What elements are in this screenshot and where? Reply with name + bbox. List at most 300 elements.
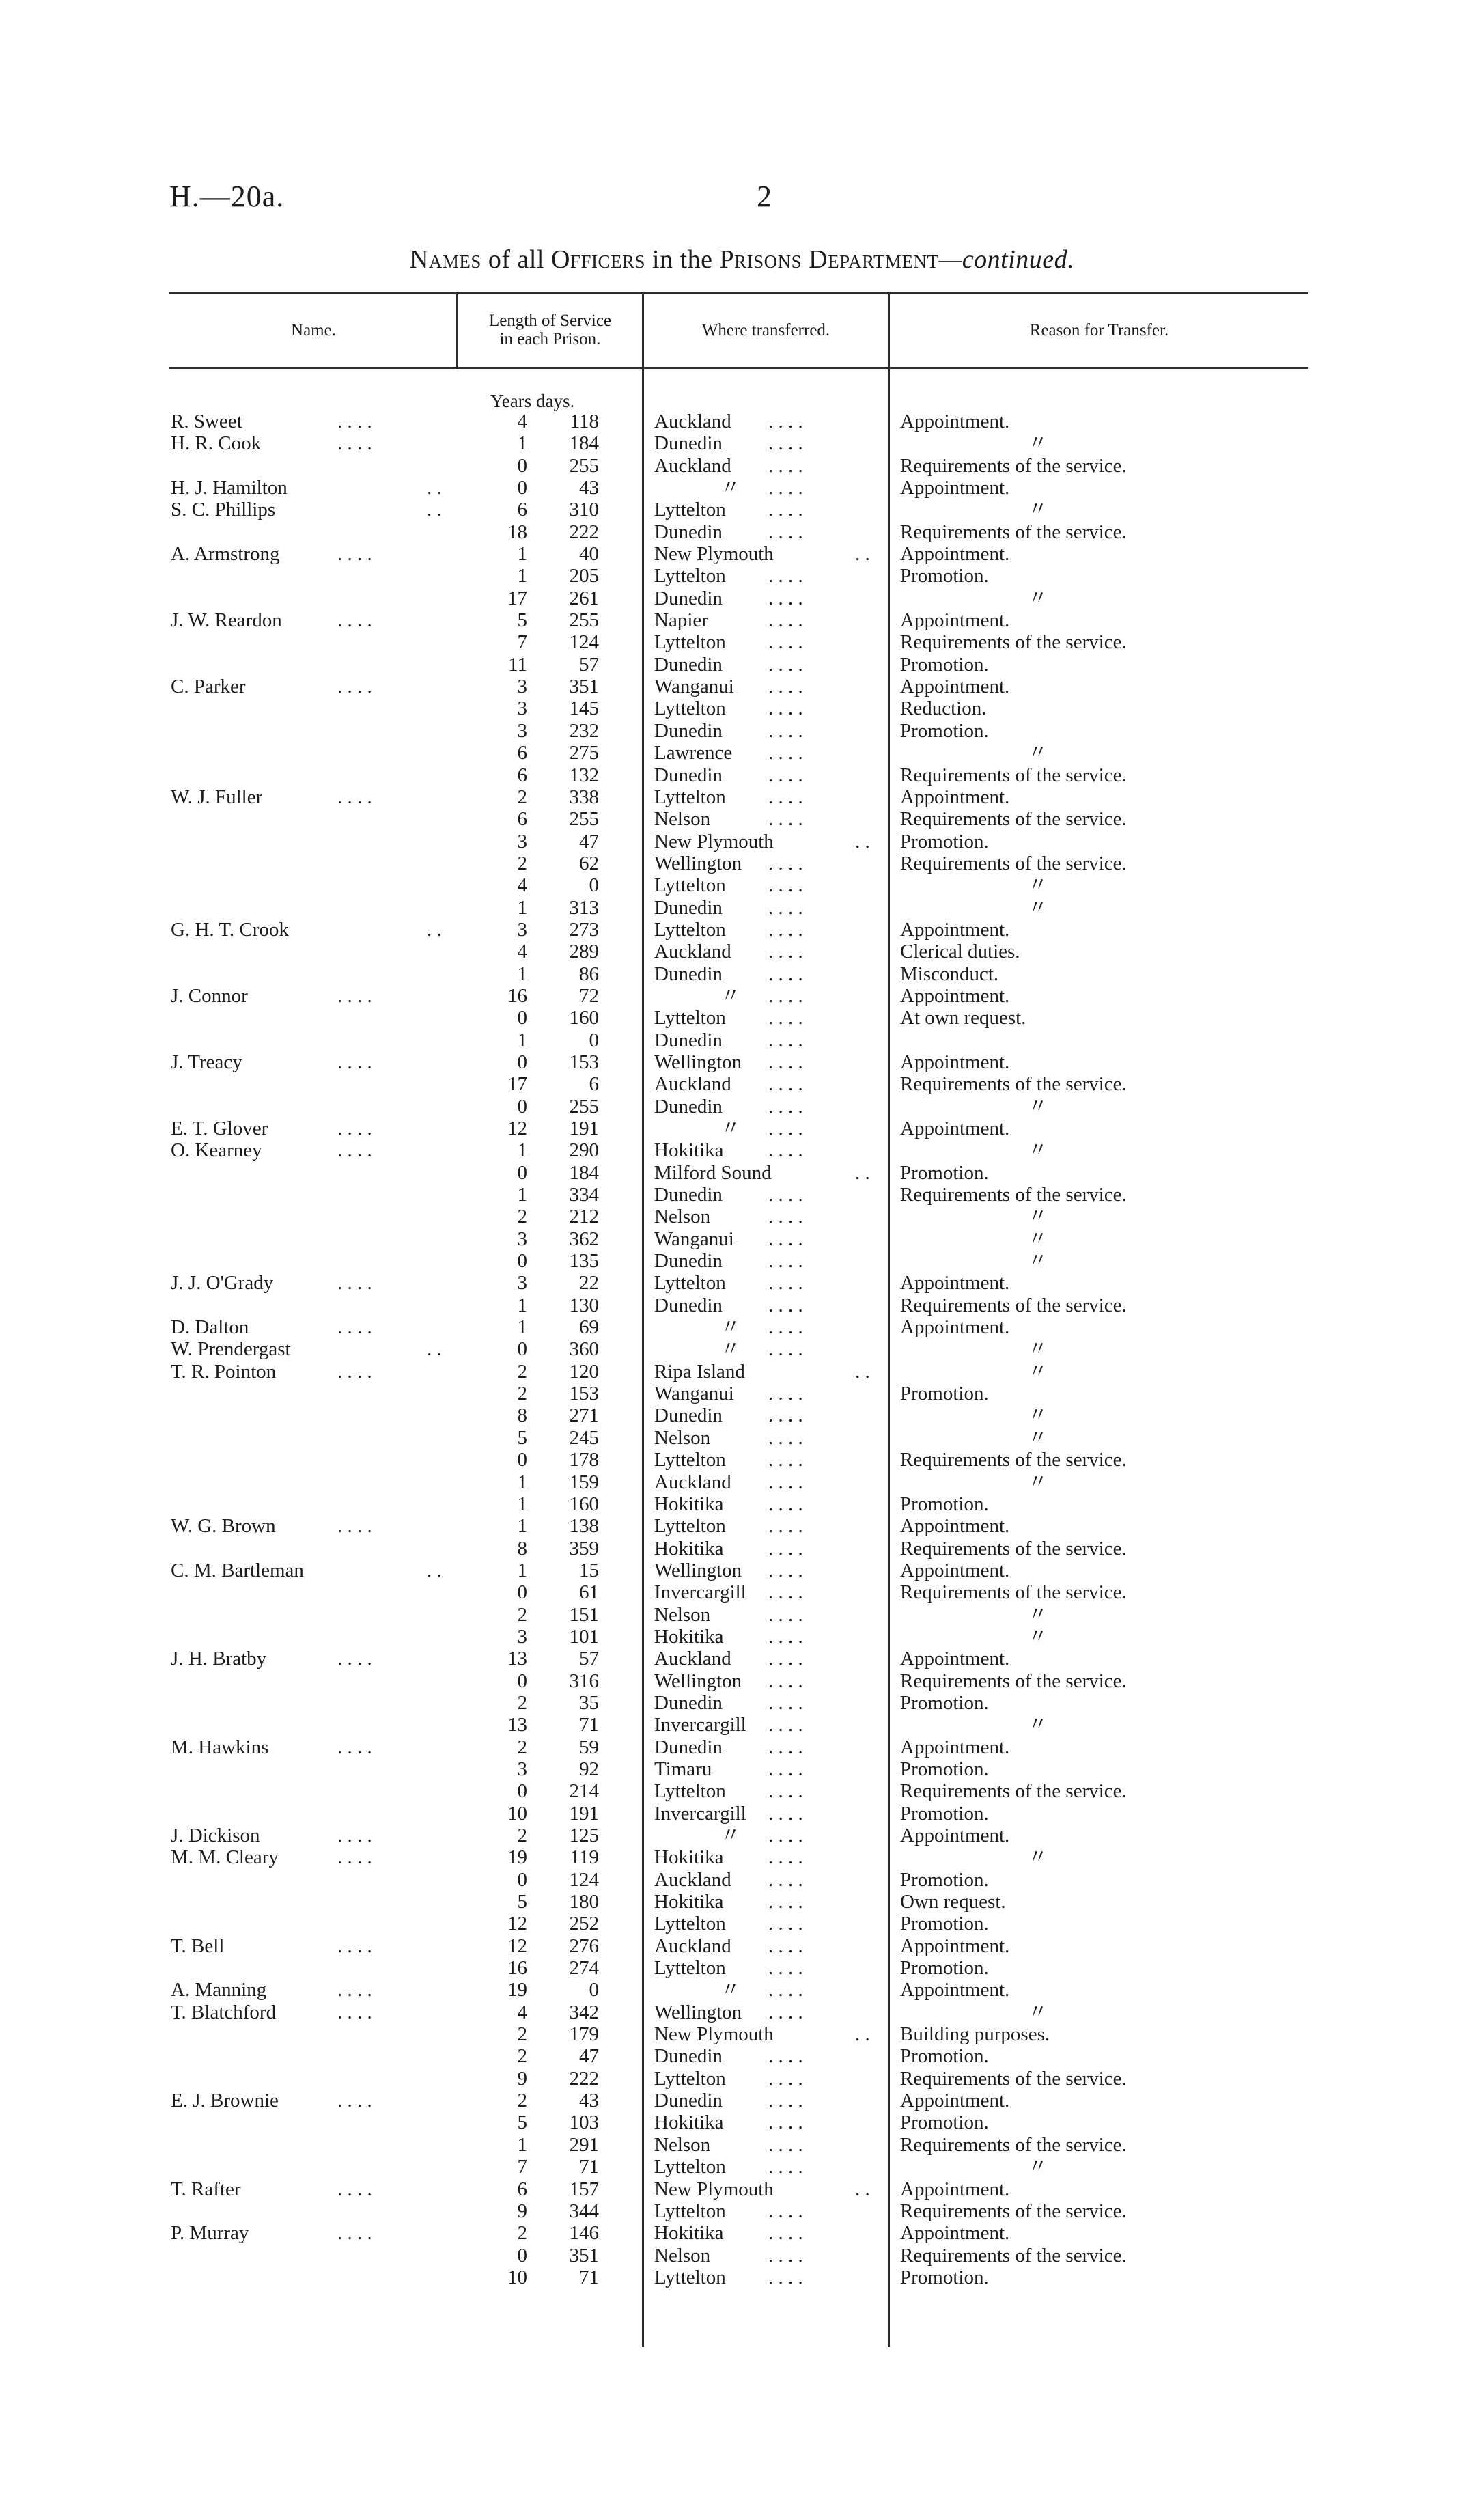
where-transferred: 〃 [720, 1316, 741, 1339]
where-transferred: Dunedin [654, 1294, 723, 1316]
transfer-reason: Requirements of the service. [900, 1184, 1127, 1206]
transfer-reason: Appointment. [900, 1736, 1010, 1758]
where-leader-dots: . . . . [768, 1825, 803, 1846]
table-row [0, 1471, 1484, 1493]
where-transferred: Lyttelton [654, 786, 726, 808]
table-row [0, 1404, 1484, 1426]
service-years: 1 [517, 1515, 527, 1538]
service-days: 130 [569, 1294, 599, 1316]
where-transferred: Nelson [654, 1426, 711, 1449]
where-transferred: Milford Sound [654, 1161, 772, 1184]
service-years: 1 [517, 432, 527, 455]
transfer-reason: Appointment. [900, 2222, 1010, 2245]
service-years: 1 [517, 1493, 527, 1515]
table-row [0, 1118, 1484, 1139]
where-leader-dots: . . . . [768, 1714, 803, 1736]
where-transferred: Timaru [654, 1758, 712, 1780]
where-transferred: Wellington [654, 1559, 742, 1581]
name-leader-dots: . . . . [337, 984, 372, 1007]
where-leader-dots: . . . . [768, 1383, 803, 1405]
transfer-reason: Appointment. [900, 676, 1010, 698]
where-transferred: Dunedin [654, 764, 723, 786]
where-leader-dots: . . . . [768, 477, 803, 499]
where-transferred: Hokitika [654, 1139, 724, 1162]
service-years: 3 [517, 676, 527, 698]
where-transferred: Nelson [654, 2244, 711, 2267]
service-years: 0 [517, 1161, 527, 1184]
service-years: 5 [517, 1426, 527, 1449]
service-years: 3 [517, 1228, 527, 1250]
years-days-subheader: Years days. [490, 391, 575, 411]
where-leader-dots: . . . . [768, 1537, 803, 1560]
service-days: 71 [579, 1714, 599, 1736]
title-of-all: of all [488, 245, 544, 274]
officer-name: E. J. Brownie [171, 2090, 279, 2112]
name-leader-dots: . . . . [337, 1316, 372, 1339]
where-transferred: Auckland [654, 1868, 731, 1891]
table-row [0, 1250, 1484, 1272]
transfer-reason: At own request. [900, 1007, 1026, 1029]
where-transferred: Ripa Island [654, 1360, 745, 1383]
service-years: 2 [517, 1736, 527, 1758]
where-leader-dots: . . . . [768, 1625, 803, 1648]
where-leader-dots: . . . . [768, 1471, 803, 1493]
name-leader-dots: . . . . [337, 1118, 372, 1139]
where-transferred: Wanganui [654, 676, 734, 698]
where-leader-dots: . . . . [768, 631, 803, 654]
where-leader-dots: . . [855, 2023, 870, 2046]
transfer-reason: Promotion. [900, 830, 989, 852]
where-leader-dots: . . . . [768, 2067, 803, 2090]
where-transferred: Lyttelton [654, 1780, 726, 1803]
service-years: 17 [507, 1073, 527, 1096]
service-years: 2 [517, 786, 527, 808]
service-days: 222 [569, 521, 599, 543]
where-transferred: Lyttelton [654, 499, 726, 521]
where-transferred: New Plymouth [654, 2178, 774, 2200]
where-transferred: Dunedin [654, 521, 723, 543]
service-days: 184 [569, 432, 599, 455]
where-leader-dots: . . . . [768, 1648, 803, 1670]
transfer-reason: Reduction. [900, 697, 987, 720]
where-transferred: Nelson [654, 1603, 711, 1626]
service-days: 222 [569, 2067, 599, 2090]
name-leader-dots: . . . . [337, 543, 372, 566]
service-years: 0 [517, 1669, 527, 1692]
service-years: 3 [517, 697, 527, 720]
table-row [0, 941, 1484, 962]
service-years: 3 [517, 830, 527, 852]
service-days: 135 [569, 1250, 599, 1273]
service-years: 1 [517, 543, 527, 566]
transfer-reason: 〃 [1028, 742, 1048, 764]
where-transferred: Napier [654, 609, 708, 632]
where-leader-dots: . . . . [768, 2266, 803, 2288]
transfer-reason: Appointment. [900, 1979, 1010, 2001]
service-days: 351 [569, 676, 599, 698]
table-row [0, 1648, 1484, 1669]
where-leader-dots: . . [855, 1360, 870, 1383]
transfer-reason: Requirements of the service. [900, 1449, 1127, 1471]
where-transferred: Wellington [654, 1051, 742, 1073]
service-days: 351 [569, 2244, 599, 2267]
where-transferred: Hokitika [654, 2222, 724, 2245]
transfer-reason: Requirements of the service. [900, 1780, 1127, 1803]
table-row [0, 565, 1484, 587]
service-years: 3 [517, 918, 527, 941]
service-days: 291 [569, 2133, 599, 2156]
where-leader-dots: . . . . [768, 1029, 803, 1051]
table-row [0, 1626, 1484, 1648]
transfer-reason: Misconduct. [900, 962, 999, 985]
name-leader-dots: . . . . [337, 1979, 372, 2001]
service-years: 1 [517, 1559, 527, 1581]
service-years: 2 [517, 1825, 527, 1846]
where-transferred: Lyttelton [654, 1272, 726, 1294]
where-transferred: Wellington [654, 852, 742, 874]
service-days: 72 [579, 984, 599, 1007]
service-years: 13 [507, 1714, 527, 1736]
where-leader-dots: . . . . [768, 2045, 803, 2068]
table-row [0, 1139, 1484, 1161]
where-transferred: 〃 [720, 1825, 741, 1846]
service-years: 1 [517, 962, 527, 985]
service-days: 47 [579, 830, 599, 852]
table-row [0, 1581, 1484, 1603]
column-header-where: Where transferred. [701, 321, 830, 339]
table-row [0, 587, 1484, 609]
where-transferred: Lyttelton [654, 1449, 726, 1471]
table-row [0, 874, 1484, 896]
where-leader-dots: . . . . [768, 1515, 803, 1538]
where-leader-dots: . . . . [768, 676, 803, 698]
service-years: 0 [517, 1449, 527, 1471]
where-leader-dots: . . . . [768, 1051, 803, 1073]
service-days: 43 [579, 2090, 599, 2112]
service-days: 103 [569, 2111, 599, 2134]
service-days: 124 [569, 631, 599, 654]
transfer-reason: Clerical duties. [900, 941, 1020, 963]
service-years: 0 [517, 1095, 527, 1118]
service-years: 2 [517, 1691, 527, 1714]
service-years: 0 [517, 1868, 527, 1891]
transfer-reason: Building purposes. [900, 2023, 1050, 2046]
title-in-the: in the [652, 245, 713, 274]
service-days: 43 [579, 477, 599, 499]
service-days: 101 [569, 1625, 599, 1648]
where-transferred: Lyttelton [654, 1515, 726, 1538]
service-days: 146 [569, 2222, 599, 2245]
where-leader-dots: . . . . [768, 653, 803, 676]
officer-name: A. Manning [171, 1979, 267, 2001]
where-leader-dots: . . . . [768, 1449, 803, 1471]
where-leader-dots: . . . . [768, 1007, 803, 1029]
service-years: 5 [517, 1891, 527, 1913]
officer-name: T. R. Pointon [171, 1360, 277, 1383]
service-days: 124 [569, 1868, 599, 1891]
transfer-reason: 〃 [1028, 1426, 1048, 1449]
table-row [0, 1891, 1484, 1913]
table-row [0, 963, 1484, 985]
transfer-reason: Promotion. [900, 1868, 989, 1891]
service-years: 2 [517, 2222, 527, 2245]
service-years: 6 [517, 764, 527, 786]
officer-name: R. Sweet [171, 411, 242, 432]
where-transferred: Lyttelton [654, 874, 726, 897]
transfer-reason: Requirements of the service. [900, 454, 1127, 477]
where-leader-dots: . . . . [768, 587, 803, 609]
service-years: 0 [517, 477, 527, 499]
service-days: 47 [579, 2045, 599, 2068]
name-leader-dots: . . . . [337, 1360, 372, 1383]
table-row [0, 477, 1484, 499]
table-row [0, 2222, 1484, 2244]
table-row [0, 499, 1484, 521]
where-leader-dots: . . . . [768, 1559, 803, 1581]
transfer-reason: Requirements of the service. [900, 2200, 1127, 2222]
where-transferred: Lyttelton [654, 1007, 726, 1029]
where-transferred: Lyttelton [654, 2200, 726, 2222]
transfer-reason: 〃 [1028, 1228, 1048, 1250]
where-leader-dots: . . . . [768, 1979, 803, 2001]
where-leader-dots: . . . . [768, 742, 803, 764]
where-transferred: Lyttelton [654, 918, 726, 941]
where-transferred: Dunedin [654, 1404, 723, 1427]
transfer-reason: Promotion. [900, 2111, 989, 2134]
where-leader-dots: . . . . [768, 521, 803, 543]
where-transferred: Lyttelton [654, 631, 726, 654]
service-years: 9 [517, 2200, 527, 2222]
where-leader-dots: . . . . [768, 808, 803, 831]
where-transferred: Wanganui [654, 1228, 734, 1250]
service-days: 255 [569, 1095, 599, 1118]
where-transferred: Hokitika [654, 1493, 724, 1515]
where-transferred: Auckland [654, 1073, 731, 1096]
table-row [0, 897, 1484, 919]
service-days: 214 [569, 1780, 599, 1803]
transfer-reason: 〃 [1028, 1338, 1048, 1361]
transfer-reason: Appointment. [900, 918, 1010, 941]
where-leader-dots: . . . . [768, 1095, 803, 1118]
service-years: 3 [517, 1625, 527, 1648]
officer-name: C. Parker [171, 676, 246, 698]
where-transferred: 〃 [720, 1338, 741, 1361]
where-leader-dots: . . . . [768, 1294, 803, 1316]
where-transferred: Auckland [654, 1471, 731, 1493]
table-row [0, 1780, 1484, 1802]
service-days: 255 [569, 808, 599, 831]
transfer-reason: 〃 [1028, 499, 1048, 521]
service-days: 159 [569, 1471, 599, 1493]
service-days: 71 [579, 2156, 599, 2178]
table-top-rule [169, 292, 1308, 294]
where-transferred: 〃 [720, 1979, 741, 2001]
name-leader-dots: . . . . [337, 676, 372, 698]
service-years: 2 [517, 1383, 527, 1405]
service-years: 2 [517, 2090, 527, 2112]
where-leader-dots: . . . . [768, 565, 803, 587]
table-row [0, 2111, 1484, 2133]
header-bottom-rule [169, 367, 1308, 369]
transfer-reason: Appointment. [900, 411, 1010, 432]
table-row [0, 1316, 1484, 1338]
table-row [0, 764, 1484, 786]
where-leader-dots: . . . . [768, 1758, 803, 1780]
service-years: 0 [517, 1581, 527, 1604]
service-years: 1 [517, 1294, 527, 1316]
where-leader-dots: . . . . [768, 1272, 803, 1294]
service-days: 338 [569, 786, 599, 808]
officer-name: J. W. Reardon [171, 609, 282, 632]
service-days: 61 [579, 1581, 599, 1604]
service-days: 184 [569, 1161, 599, 1184]
service-days: 255 [569, 454, 599, 477]
where-transferred: Lyttelton [654, 2067, 726, 2090]
transfer-reason: Requirements of the service. [900, 1294, 1127, 1316]
where-leader-dots: . . . . [768, 941, 803, 963]
table-row [0, 1361, 1484, 1383]
service-days: 191 [569, 1118, 599, 1139]
where-leader-dots: . . . . [768, 432, 803, 455]
service-years: 4 [517, 411, 527, 432]
service-years: 12 [507, 1913, 527, 1935]
name-leader-dots: . . [427, 1559, 442, 1581]
where-leader-dots: . . . . [768, 962, 803, 985]
where-leader-dots: . . . . [768, 2156, 803, 2178]
service-years: 16 [507, 984, 527, 1007]
service-days: 191 [569, 1802, 599, 1825]
transfer-reason: Requirements of the service. [900, 521, 1127, 543]
transfer-reason: Appointment. [900, 1316, 1010, 1339]
column-header-length [458, 311, 642, 348]
table-row [0, 1228, 1484, 1250]
name-leader-dots: . . [427, 1338, 442, 1361]
where-leader-dots: . . . . [768, 874, 803, 897]
table-row [0, 1515, 1484, 1537]
name-leader-dots: . . . . [337, 1515, 372, 1538]
service-years: 13 [507, 1648, 527, 1670]
service-days: 86 [579, 962, 599, 985]
table-row [0, 742, 1484, 764]
where-transferred: Dunedin [654, 1691, 723, 1714]
name-leader-dots: . . . . [337, 1846, 372, 1869]
where-transferred: Hokitika [654, 1625, 724, 1648]
service-days: 362 [569, 1228, 599, 1250]
service-years: 6 [517, 808, 527, 831]
service-years: 2 [517, 2023, 527, 2046]
title-continued: —continued. [938, 245, 1075, 274]
column-header-reason: Reason for Transfer. [1029, 321, 1169, 339]
where-leader-dots: . . . . [768, 1913, 803, 1935]
service-days: 118 [570, 411, 599, 432]
service-days: 275 [569, 742, 599, 764]
officers-table-body [0, 411, 1484, 2288]
officer-name: E. T. Glover [171, 1118, 268, 1139]
column-header-length-line2: in each Prison. [499, 330, 601, 348]
service-days: 40 [579, 543, 599, 566]
transfer-reason: Appointment. [900, 1559, 1010, 1581]
table-row [0, 2001, 1484, 2023]
table-row [0, 2068, 1484, 2090]
officer-name: T. Rafter [171, 2178, 241, 2200]
table-row [0, 631, 1484, 653]
where-transferred: Lyttelton [654, 1957, 726, 1980]
where-transferred: Hokitika [654, 2111, 724, 2134]
where-transferred: Dunedin [654, 1029, 723, 1051]
transfer-reason: Appointment. [900, 1051, 1010, 1073]
name-leader-dots: . . [427, 477, 442, 499]
service-years: 0 [517, 1007, 527, 1029]
table-row [0, 852, 1484, 874]
table-row [0, 1184, 1484, 1206]
where-leader-dots: . . . . [768, 1206, 803, 1228]
service-years: 8 [517, 1537, 527, 1560]
table-row [0, 720, 1484, 742]
table-row [0, 432, 1484, 454]
service-years: 19 [507, 1846, 527, 1869]
service-days: 212 [569, 1206, 599, 1228]
where-transferred: Invercargill [654, 1714, 746, 1736]
service-years: 7 [517, 631, 527, 654]
where-leader-dots: . . . . [768, 1426, 803, 1449]
table-row [0, 1206, 1484, 1228]
where-leader-dots: . . [855, 1161, 870, 1184]
table-row [0, 808, 1484, 830]
where-leader-dots: . . . . [768, 1780, 803, 1803]
where-leader-dots: . . . . [768, 1139, 803, 1162]
service-years: 17 [507, 587, 527, 609]
table-row [0, 985, 1484, 1007]
service-years: 12 [507, 1118, 527, 1139]
where-transferred: Dunedin [654, 719, 723, 742]
table-row [0, 1957, 1484, 1979]
service-days: 289 [569, 941, 599, 963]
officer-name: W. Prendergast [171, 1338, 291, 1361]
where-transferred: Nelson [654, 808, 711, 831]
where-transferred: Dunedin [654, 587, 723, 609]
transfer-reason: Promotion. [900, 1758, 989, 1780]
transfer-reason: Promotion. [900, 1957, 989, 1980]
transfer-reason: Requirements of the service. [900, 1073, 1127, 1096]
service-years: 19 [507, 1979, 527, 2001]
where-leader-dots: . . . . [768, 609, 803, 632]
where-leader-dots: . . . . [768, 984, 803, 1007]
table-row [0, 2134, 1484, 2156]
transfer-reason: Promotion. [900, 565, 989, 587]
transfer-reason: 〃 [1028, 896, 1048, 919]
service-years: 0 [517, 1338, 527, 1361]
transfer-reason: Requirements of the service. [900, 808, 1127, 831]
transfer-reason: 〃 [1028, 1139, 1048, 1162]
officer-name: S. C. Phillips [171, 499, 276, 521]
service-years: 10 [507, 2266, 527, 2288]
service-years: 0 [517, 1051, 527, 1073]
name-leader-dots: . . . . [337, 432, 372, 455]
officer-name: C. M. Bartleman [171, 1559, 304, 1581]
where-transferred: Nelson [654, 1206, 711, 1228]
table-row [0, 1736, 1484, 1758]
where-leader-dots: . . . . [768, 1316, 803, 1339]
where-leader-dots: . . . . [768, 719, 803, 742]
transfer-reason: 〃 [1028, 1360, 1048, 1383]
where-transferred: Invercargill [654, 1581, 746, 1604]
where-transferred: Nelson [654, 2133, 711, 2156]
transfer-reason: Requirements of the service. [900, 1537, 1127, 1560]
officer-name: M. M. Cleary [171, 1846, 279, 1869]
transfer-reason: Appointment. [900, 1825, 1010, 1846]
service-days: 57 [579, 653, 599, 676]
transfer-reason: Promotion. [900, 1161, 989, 1184]
